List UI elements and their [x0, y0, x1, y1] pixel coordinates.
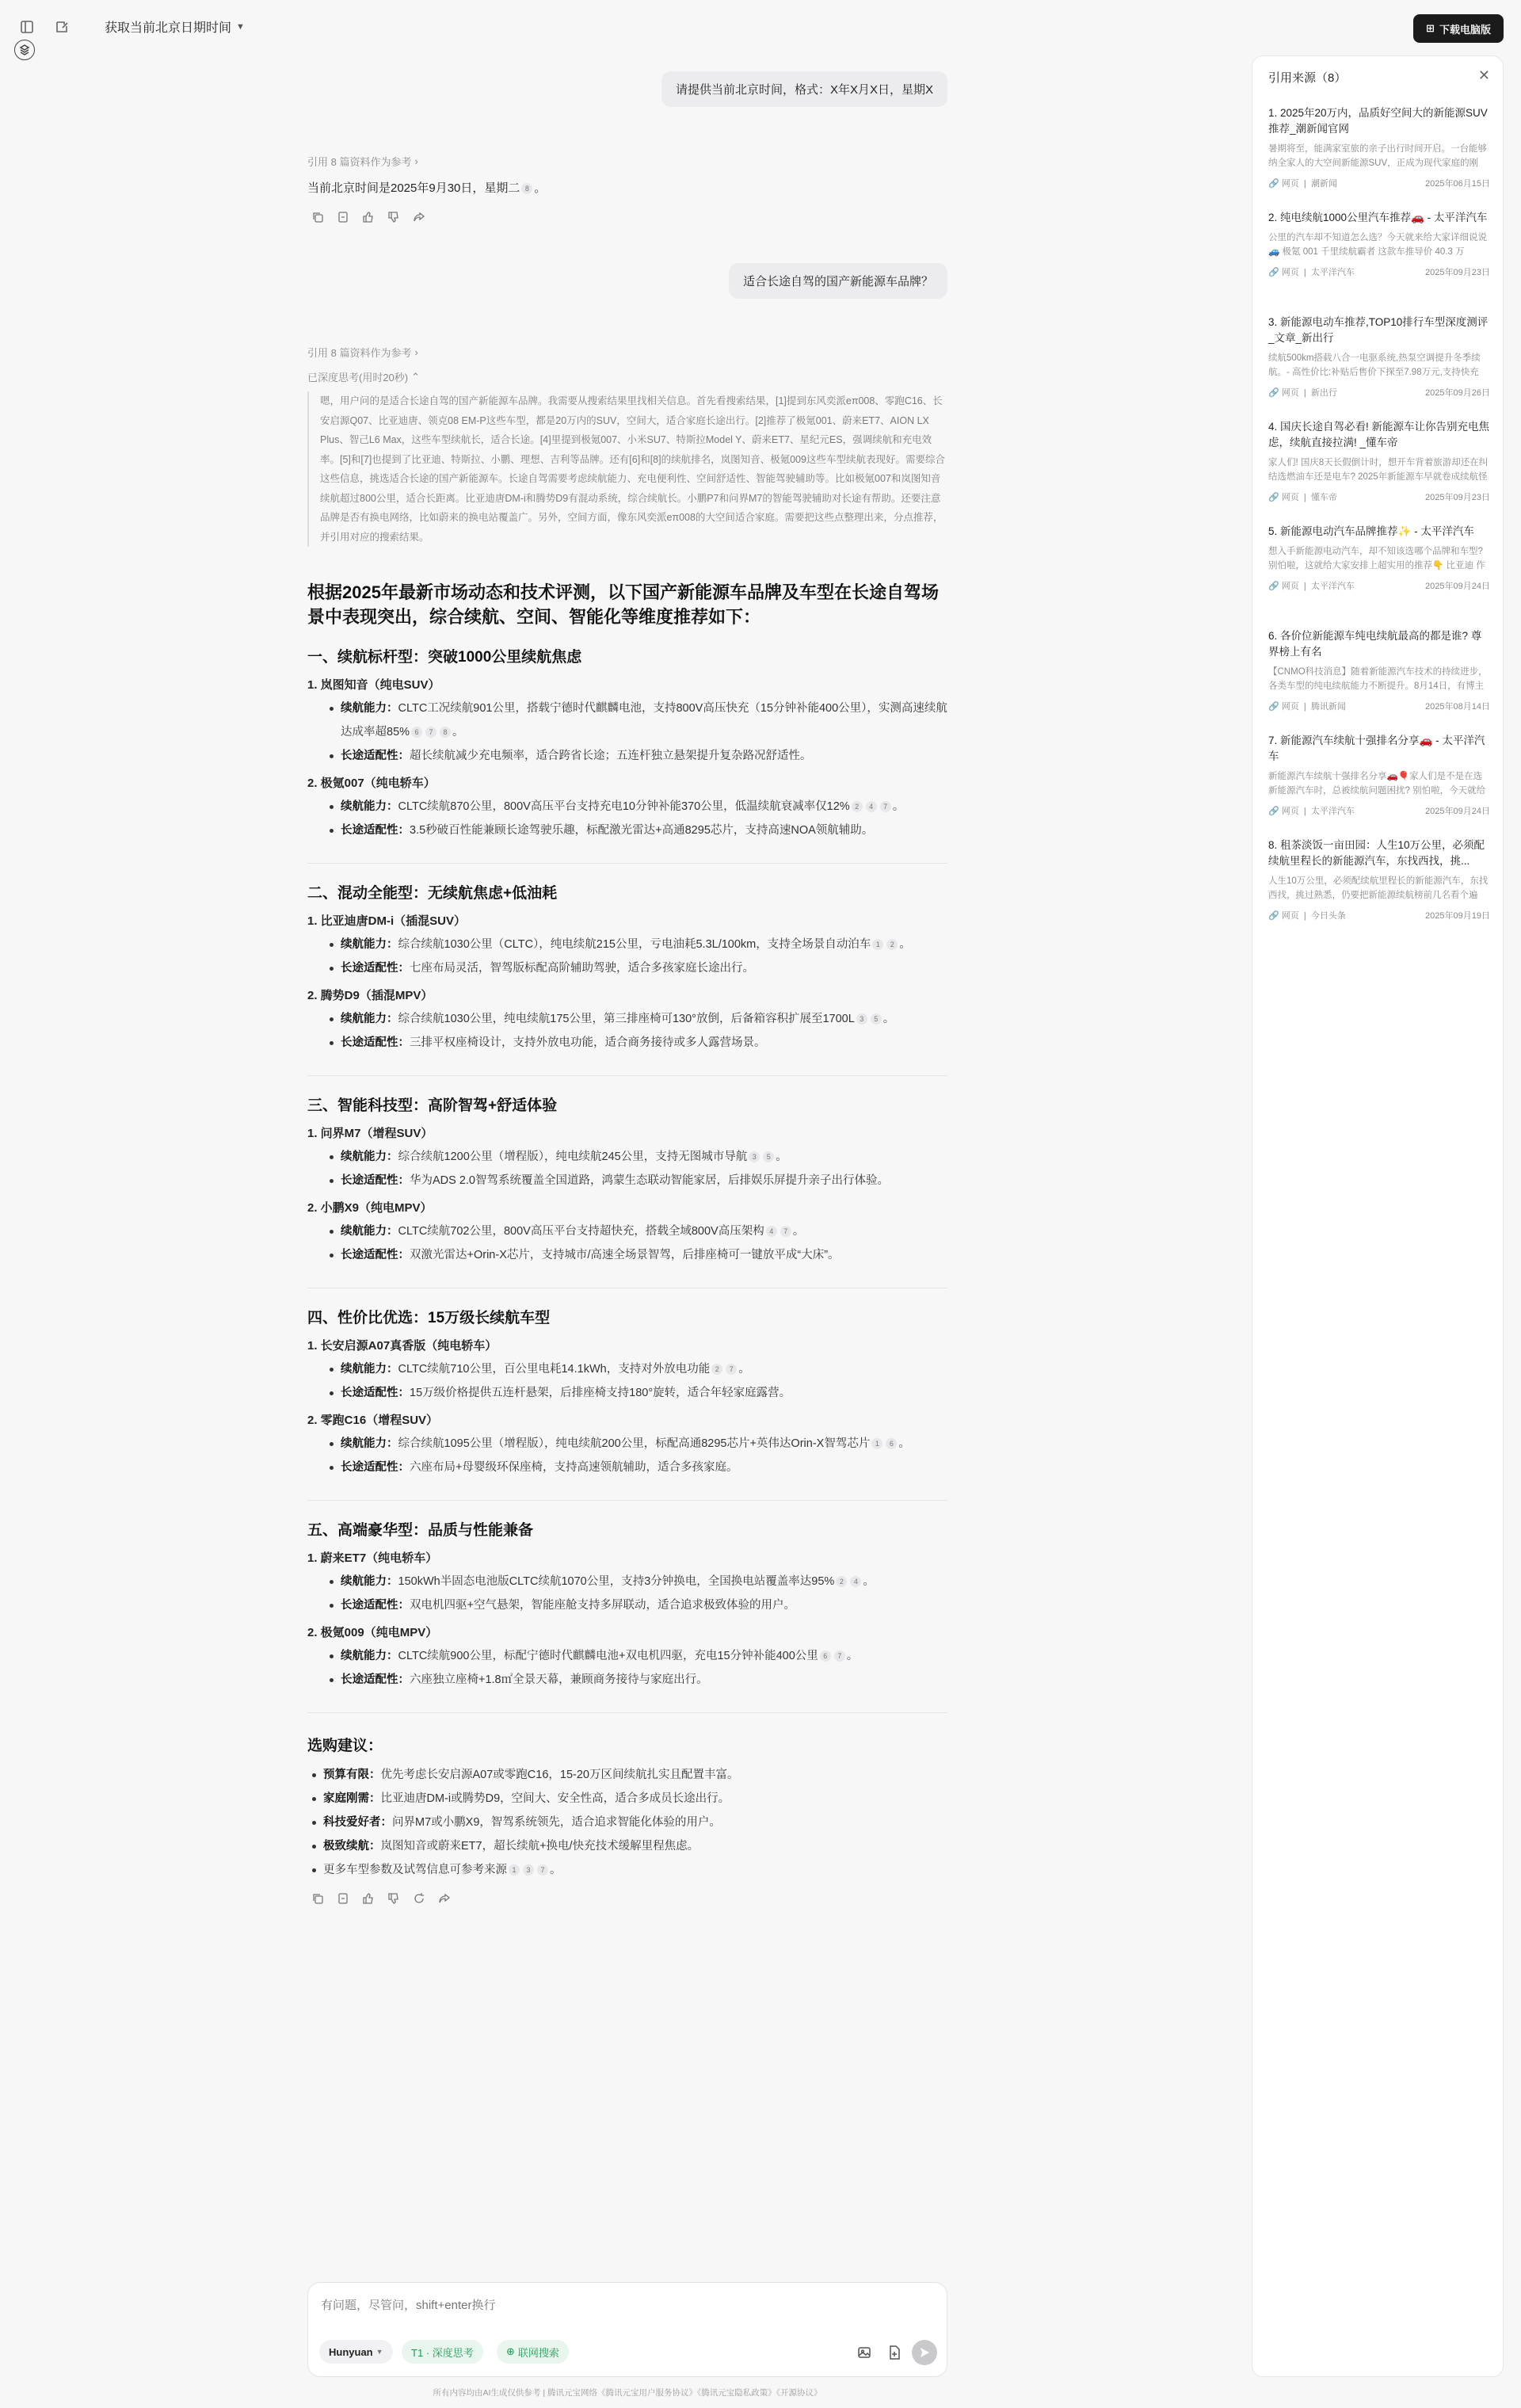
citation-badge[interactable]: 7 [880, 801, 891, 812]
citation-badge[interactable]: 6 [820, 1650, 831, 1662]
source-snippet: 想入手新能源电动汽车，却不知该选哪个品牌和车型? 别怕啦，这就给大家安排上超实用的推荐👇 比亚迪 作 [1268, 547, 1485, 571]
advice-item: 极致续航：岚图知音或蔚来ET7，超长续航+换电/快充技术缓解里程焦虑。 [307, 1834, 947, 1858]
answer-headline: 根据2025年最新市场动态和技术评测，以下国产新能源车品牌及车型在长途自驾场景中表现突出，综合续航、空间、智能化等维度推荐如下： [307, 582, 939, 627]
link-icon: 🔗 [1268, 179, 1279, 189]
citation-badge[interactable]: 5 [763, 1151, 774, 1162]
link-icon: 🔗 [1268, 493, 1279, 502]
citation-badge[interactable]: 7 [780, 1226, 791, 1237]
chevron-down-icon: ▼ [236, 21, 245, 32]
car-model-name: 2. 极氪007（纯电轿车） [307, 777, 436, 790]
section-divider [307, 1500, 947, 1501]
link-icon: 🔗 [1268, 388, 1279, 398]
source-title: 5. 新能源电动汽车品牌推荐✨ - 太平洋汽车 [1268, 525, 1474, 537]
car-model-name: 1. 蔚来ET7（纯电轿车） [307, 1551, 438, 1565]
bullet-item: 长途适配性：七座布局灵活，智驾版标配高阶辅助驾驶，适合多孩家庭长途出行。 [307, 956, 947, 980]
send-icon[interactable] [912, 2340, 937, 2365]
copy-icon[interactable] [311, 210, 325, 224]
section-divider [307, 1075, 947, 1076]
image-upload-icon[interactable] [853, 2341, 875, 2364]
bullet-item: 续航能力：CLTC续航900公里，标配宁德时代麒麟电池+双电机四驱，充电15分钟补能400公里 6 7 。 [307, 1644, 947, 1668]
car-model-name: 1. 长安启源A07真香版（纯电轿车） [307, 1339, 497, 1353]
deep-think-toggle[interactable]: T1 · 深度思考 [402, 2340, 483, 2364]
answer-2 [307, 580, 947, 1906]
bookmark-icon[interactable] [336, 1891, 350, 1906]
car-model-name: 2. 腾势D9（插混MPV） [307, 989, 433, 1002]
link-icon: 🔗 [1268, 702, 1279, 712]
citation-badge[interactable]: 3 [523, 1864, 534, 1876]
chat-title[interactable]: 获取当前北京日期时间 ▼ [105, 21, 245, 35]
bullet-item: 续航能力：综合续航1030公里，纯电续航175公里，第三排座椅可130°放倒，后备箱容积扩展至1700L 3 5 。 [307, 1007, 947, 1031]
copy-icon[interactable] [311, 1891, 325, 1906]
source-card[interactable]: 2. 纯电续航1000公里汽车推荐🚗 - 太平洋汽车 公里的汽车却不知道怎么选？今天就来给大家详细说说🚙 极氪 001 千里续航霸者 这款车推导价 40.3 万 🔗 网页 | 太平洋汽车 2025年09月23日 [1268, 212, 1490, 277]
reference-link[interactable]: 引用 8 篇资料作为参考 › [307, 155, 418, 168]
citation-badge[interactable]: 3 [749, 1151, 760, 1162]
link-icon: 🔗 [1268, 268, 1279, 277]
bookmark-icon[interactable] [336, 210, 350, 224]
source-card[interactable]: 8. 租茶淡饭一亩田园：人生10万公里，必须配续航里程长的新能源汽车，东找西找，挑... 人生10万公里，必须配续航里程长的新能源汽车，东找西找，挑过熟悉，仍要把新能源续航榜前几名看个遍 🔗 网页 | 今日头条 2025年09月19日 [1268, 839, 1490, 921]
bullet-item: 长途适配性：双电机四驱+空气悬架，智能座舱支持多屏联动，适合追求极致体验的用户。 [307, 1593, 947, 1617]
citation-badge[interactable]: 1 [872, 939, 883, 950]
link-icon: 🔗 [1268, 807, 1279, 816]
citation-badge[interactable]: 2 [711, 1364, 722, 1375]
sources-panel [1252, 55, 1504, 2377]
source-snippet: 新能源汽车续航十强排名分享🚗🎈家人们是不是在选新能源汽车时，总被续航问题困扰? 别怕啦，今天就给 [1268, 772, 1486, 796]
advice-item: 预算有限：优先考虑长安启源A07或零跑C16，15-20万区间续航扎实且配置丰富。 [307, 1763, 947, 1787]
sidebar-toggle-icon[interactable] [16, 16, 38, 38]
source-snippet: 人生10万公里，必须配续航里程长的新能源汽车，东找西找，挑过熟悉，仍要把新能源续航榜前几名看个遍 [1268, 876, 1489, 900]
thinking-content: 嗯，用户问的是适合长途自驾的国产新能源车品牌。我需要从搜索结果里找相关信息。首先看搜索结果，[1]提到东风奕派eπ008、零跑C16、长安启源Q07、比亚迪唐、领克08 EM-P这些车型，都是20万内的SUV，空间大，适合家庭长途出行。[2]推荐了极氪001、蔚来ET7、AION LX Plus、智己L6 Max，这些车型续航长，适合长途。[4]里提到极氪007、小米SU7、特斯拉Model Y、蔚来ET7、星纪元ES，强调续航和充电效率。[5]和[7]也提到了比亚迪、特斯拉、小鹏、理想、吉利等品牌。还有[6]和[8]的续航排名，岚图知音、极氪009这些车型续航表现好。需要综合这些信息，挑选适合长途的国产新能源车。长途自驾需要考虑续航能力、充电便利性、空间舒适性、智能驾驶辅助等。比如极氪007和岚图知音续航超过800公里，适合长距离。比亚迪唐DM-i和腾势D9有混动系统，综合续航长。小鹏P7和问界M7的智能驾驶辅助对长途有帮助。还要注意品牌是否有换电网络，比如蔚来的换电站覆盖广。另外，空间方面，像东风奕派eπ008的大空间适合家庭。需要把这些点整理出来，分点推荐，并引用对应的搜索结果。 [307, 391, 947, 547]
section-title: 五、高端豪华型：品质与性能兼备 [307, 1522, 534, 1539]
user-message-1: 请提供当前北京时间，格式：X年X月X日，星期X [661, 71, 947, 107]
car-model-name: 2. 小鹏X9（纯电MPV） [307, 1201, 433, 1215]
answer-section [307, 1093, 947, 1288]
more-info-line: 更多车型参数及试驾信息可参考来源 1 3 7 。 [307, 1858, 947, 1882]
bullet-item: 续航能力：综合续航1095公里（增程版），纯电续航200公里，标配高通8295芯片+英伟达Orin-X智驾芯片 1 6 。 [307, 1432, 947, 1456]
source-snippet: 家人们! 国庆8天长假倒计时，想开车背着旅游却还在纠结选燃油车还是电车? 2025年新能源车早就卷成续航怪 [1268, 458, 1489, 482]
chevron-up-icon: ⌃ [411, 370, 421, 383]
file-upload-icon[interactable] [883, 2341, 905, 2364]
download-desktop-button[interactable]: ⊞ 下载电脑版 [1413, 14, 1504, 43]
model-selector[interactable]: Hunyuan ▼ [319, 2340, 393, 2364]
bullet-item: 续航能力：150kWh半固态电池版CLTC续航1070公里，支持3分钟换电，全国换电站覆盖率达95% 2 4 。 [307, 1570, 947, 1593]
advice-title: 选购建议： [307, 1738, 383, 1754]
advice-block [307, 1734, 947, 1882]
car-model-name: 2. 极氪009（纯电MPV） [307, 1626, 438, 1639]
source-card[interactable]: 3. 新能源电动车推荐,TOP10排行车型深度测评_文章_新出行 续航500km搭载八合一电驱系统,热泵空调提升冬季续航。- 高性价比:补贴后售价下探至7.98万元,支持快充 🔗 网页 | 新出行 2025年09月26日 [1268, 316, 1490, 398]
source-title: 3. 新能源电动车推荐,TOP10排行车型深度测评_文章_新出行 [1268, 316, 1489, 344]
source-card[interactable]: 5. 新能源电动汽车品牌推荐✨ - 太平洋汽车 想入手新能源电动汽车，却不知该选哪个品牌和车型? 别怕啦，这就给大家安排上超实用的推荐👇 比亚迪 作 🔗 网页 | 太平洋汽车 2025年09月24日 [1268, 525, 1490, 591]
advice-item: 家庭刚需：比亚迪唐DM-i或腾势D9，空间大、安全性高，适合多成员长途出行。 [307, 1787, 947, 1811]
citation-badge[interactable]: 8 [521, 183, 532, 194]
sources-title: 引用来源（8） [1268, 71, 1347, 85]
bullet-item: 续航能力：CLTC续航702公里，800V高压平台支持超快充，搭载全域800V高压架构 4 7 。 [307, 1219, 947, 1243]
bullet-item: 长途适配性：超长续航减少充电频率，适合跨省长途；五连杆独立悬架提升复杂路况舒适性。 [307, 744, 947, 768]
citation-badge[interactable]: 2 [886, 939, 898, 950]
thumbs-up-icon[interactable] [361, 1891, 375, 1906]
link-icon: 🔗 [1268, 911, 1279, 921]
source-snippet: 公里的汽车却不知道怎么选？今天就来给大家详细说说🚙 极氪 001 千里续航霸者 这款车推导价 40.3 万 [1268, 233, 1487, 257]
citation-badge[interactable]: 1 [871, 1438, 882, 1449]
advice-item: 科技爱好者：问界M7或小鹏X9，智驾系统领先，适合追求智能化体验的用户。 [307, 1811, 947, 1834]
source-title: 4. 国庆长途自驾必看! 新能源车让你告别充电焦虑，续航直接拉满! _懂车帝 [1268, 421, 1490, 448]
answer-1: 当前北京时间是2025年9月30日，星期二 8 。 [307, 181, 547, 195]
citation-badge[interactable]: 6 [411, 727, 422, 738]
citation-badge[interactable]: 5 [871, 1013, 882, 1025]
source-card[interactable]: 6. 各价位新能源车纯电续航最高的都是谁? 尊界榜上有名 【CNMO科技消息】随着新能源汽车技术的持续进步，各类车型的纯电续航能力不断提升。8月14日，有博主 🔗 网页 | 腾讯新闻 2025年08月14日 [1268, 630, 1490, 712]
share-icon[interactable] [437, 1891, 452, 1906]
composer [307, 2282, 947, 2377]
citation-badge[interactable]: 7 [726, 1364, 737, 1375]
citation-badge[interactable]: 8 [440, 727, 451, 738]
citation-badge[interactable]: 7 [834, 1650, 845, 1662]
citation-badge[interactable]: 3 [856, 1013, 867, 1025]
answer-section [307, 645, 947, 864]
section-divider [307, 863, 947, 864]
section-title: 一、续航标杆型：突破1000公里续航焦虑 [307, 649, 582, 666]
model-logo-icon[interactable] [14, 40, 35, 60]
bullet-item: 长途适配性：15万级价格提供五连杆悬架，后排座椅支持180°旋转，适合年轻家庭露营。 [307, 1381, 947, 1405]
answer-1-actions [311, 210, 426, 224]
thinking-toggle[interactable]: 已深度思考(用时20秒) ⌃ [307, 370, 421, 384]
chevron-right-icon: › [414, 346, 418, 358]
top-bar [0, 0, 1521, 55]
link-icon: 🔗 [1268, 582, 1279, 591]
bullet-item: 长途适配性：双激光雷达+Orin-X芯片，支持城市/高速全场景智驾，后排座椅可一键放平成“大床”。 [307, 1243, 947, 1267]
bullet-item: 长途适配性：3.5秒破百性能兼顾长途驾驶乐趣，标配激光雷达+高通8295芯片，支持高速NOA领航辅助。 [307, 819, 947, 842]
citation-badge[interactable]: 7 [425, 727, 436, 738]
citation-badge[interactable]: 1 [509, 1864, 520, 1876]
bullet-item: 长途适配性：华为ADS 2.0智驾系统覆盖全国道路，鸿蒙生态联动智能家居，后排娱乐屏提升亲子出行体验。 [307, 1169, 947, 1193]
citation-badge[interactable]: 2 [836, 1576, 847, 1587]
source-title: 2. 纯电续航1000公里汽车推荐🚗 - 太平洋汽车 [1268, 212, 1488, 223]
regenerate-icon[interactable] [412, 1891, 426, 1906]
bullet-item: 长途适配性：六座布局+母婴级环保座椅，支持高速领航辅助，适合多孩家庭。 [307, 1456, 947, 1479]
section-title: 四、性价比优选：15万级长续航车型 [307, 1310, 551, 1326]
section-divider [307, 1712, 947, 1713]
section-title: 三、智能科技型：高阶智驾+舒适体验 [307, 1097, 558, 1114]
source-title: 1. 2025年20万内，品质好空间大的新能源SUV推荐_潮新闻官网 [1268, 107, 1488, 135]
source-snippet: 暑期将至，能满家室旅的亲子出行时间开启。一台能够纳全家人的大空间新能源SUV，正成为现代家庭的刚 [1268, 144, 1487, 168]
bullet-item: 续航能力：CLTC工况续航901公里，搭载宁德时代麒麟电池，支持800V高压快充（15分钟补能400公里），实测高速续航达成率超85% 6 7 8 。 [307, 696, 947, 744]
source-card[interactable]: 1. 2025年20万内，品质好空间大的新能源SUV推荐_潮新闻官网 暑期将至，能满家室旅的亲子出行时间开启。一台能够纳全家人的大空间新能源SUV，正成为现代家庭的刚 🔗 网页 | 潮新闻 2025年06月15日 [1268, 107, 1490, 189]
user-message-2: 适合长途自驾的国产新能源车品牌？ [729, 263, 947, 299]
source-snippet: 【CNMO科技消息】随着新能源汽车技术的持续进步，各类车型的纯电续航能力不断提升。8月14日，有博主 [1268, 667, 1488, 691]
bullet-item: 续航能力：综合续航1030公里（CLTC），纯电续航215公里，亏电油耗5.3L/100km，支持全场景自动泊车 1 2 。 [307, 933, 947, 956]
close-icon[interactable]: ✕ [1477, 67, 1490, 83]
car-model-name: 2. 零跑C16（增程SUV） [307, 1414, 439, 1427]
bullet-item: 长途适配性：三排平权座椅设计，支持外放电功能，适合商务接待或多人露营场景。 [307, 1031, 947, 1055]
section-title: 二、混动全能型：无续航焦虑+低油耗 [307, 885, 558, 902]
bullet-item: 续航能力：综合续航1200公里（增程版），纯电续航245公里，支持无图城市导航 3 5 。 [307, 1145, 947, 1169]
source-title: 7. 新能源汽车续航十强排名分享🚗 - 太平洋汽车 [1268, 735, 1485, 762]
citation-badge[interactable]: 7 [537, 1864, 548, 1876]
citation-badge[interactable]: 4 [850, 1576, 861, 1587]
citation-badge[interactable]: 4 [766, 1226, 777, 1237]
source-snippet: 续航500km搭载八合一电驱系统,热泵空调提升冬季续航。- 高性价比:补贴后售价下探至7.98万元,支持快充 [1268, 353, 1481, 377]
web-search-toggle[interactable]: ⊕ 联网搜索 [497, 2340, 569, 2364]
bullet-item: 续航能力：CLTC续航870公里，800V高压平台支持充电10分钟补能370公里，低温续航衰减率仅12% 2 4 7 。 [307, 795, 947, 819]
answer-section [307, 1518, 947, 1713]
source-title: 6. 各价位新能源车纯电续航最高的都是谁? 尊界榜上有名 [1268, 630, 1482, 658]
chevron-right-icon: › [414, 155, 418, 167]
windows-icon: ⊞ [1426, 22, 1435, 34]
share-icon[interactable] [412, 210, 426, 224]
bullet-item: 续航能力：CLTC续航710公里，百公里电耗14.1kWh，支持对外放电功能 2 7 。 [307, 1357, 947, 1381]
source-card[interactable]: 7. 新能源汽车续航十强排名分享🚗 - 太平洋汽车 新能源汽车续航十强排名分享🚗🎈家人们是不是在选新能源汽车时，总被续航问题困扰? 别怕啦，今天就给 🔗 网页 | 太平洋汽车 2025年09月24日 [1268, 735, 1490, 816]
thumbs-down-icon[interactable] [387, 1891, 401, 1906]
citation-badge[interactable]: 2 [852, 801, 863, 812]
footer-disclaimer: 所有内容均由AI生成仅供参考 | 腾讯元宝网络《腾讯元宝用户服务协议》《腾讯元宝隐私政策》《开源协议》 [433, 2388, 822, 2398]
citation-badge[interactable]: 4 [866, 801, 877, 812]
car-model-name: 1. 比亚迪唐DM-i（插混SUV） [307, 914, 467, 928]
bullet-item: 长途适配性：六座独立座椅+1.8㎡全景天幕，兼顾商务接待与家庭出行。 [307, 1668, 947, 1692]
new-chat-icon[interactable] [51, 16, 73, 38]
citation-badge[interactable]: 6 [886, 1438, 897, 1449]
answer-2-actions [311, 1891, 947, 1906]
car-model-name: 1. 岚图知音（纯电SUV） [307, 678, 440, 692]
message-input[interactable] [321, 2294, 923, 2316]
thumbs-up-icon[interactable] [361, 210, 375, 224]
answer-section [307, 1306, 947, 1501]
chevron-down-icon: ▼ [375, 2348, 383, 2356]
thumbs-down-icon[interactable] [387, 210, 401, 224]
answer-section [307, 881, 947, 1076]
source-card[interactable]: 4. 国庆长途自驾必看! 新能源车让你告别充电焦虑，续航直接拉满! _懂车帝 家人们! 国庆8天长假倒计时，想开车背着旅游却还在纠结选燃油车还是电车? 2025年新能源车早就卷成续航怪 🔗 网页 | 懂车帝 2025年09月23日 [1268, 421, 1490, 502]
reference-link[interactable]: 引用 8 篇资料作为参考 › [307, 346, 418, 359]
source-title: 8. 租茶淡饭一亩田园：人生10万公里，必须配续航里程长的新能源汽车，东找西找，挑... [1268, 839, 1485, 867]
globe-icon: ⊕ [506, 2345, 515, 2357]
car-model-name: 1. 问界M7（增程SUV） [307, 1127, 433, 1140]
